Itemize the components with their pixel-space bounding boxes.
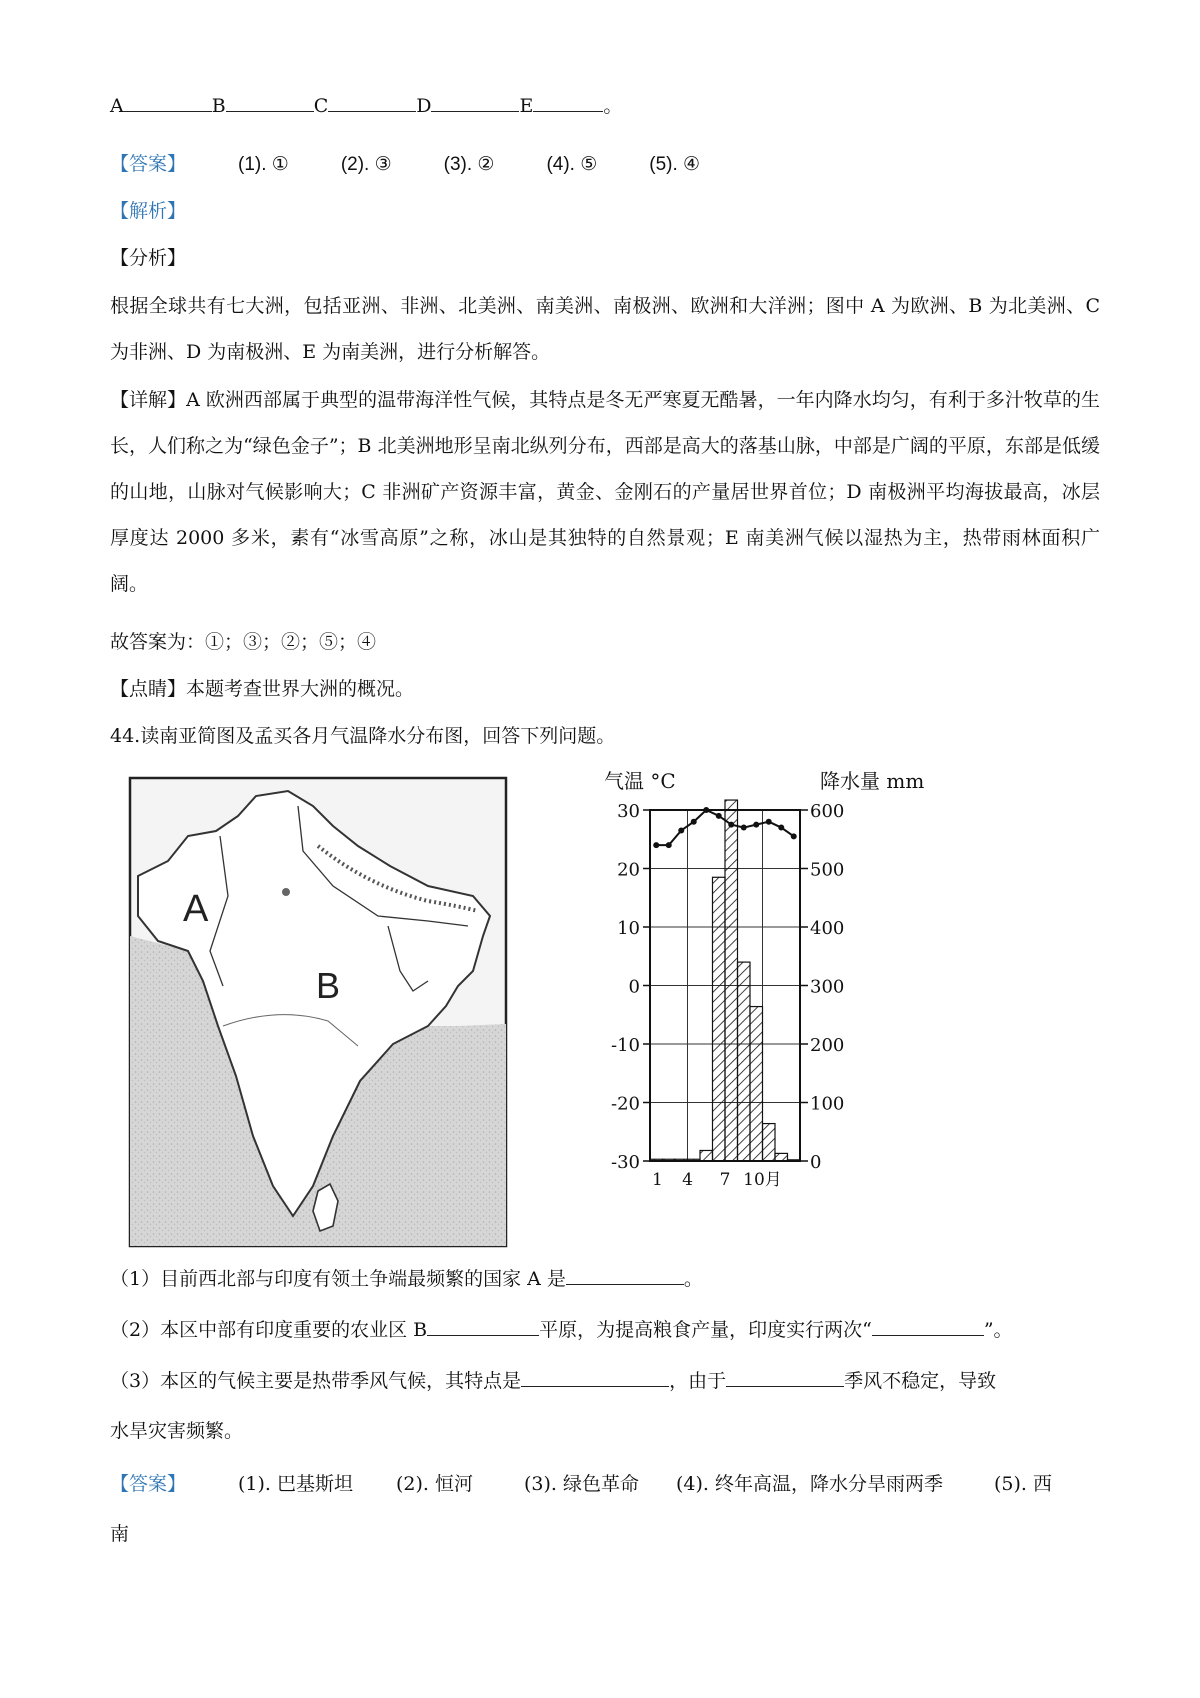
q3-mid: ，由于 — [669, 1370, 727, 1392]
precip-bar — [750, 1007, 763, 1161]
south-asia-map — [128, 776, 508, 1248]
period: 。 — [603, 95, 623, 117]
answer-item: (1). 巴基斯坦 — [238, 1473, 353, 1495]
letter-c: C — [313, 95, 329, 117]
right-tick-label: 500 — [810, 859, 845, 881]
xiangjie-paragraph: 【详解】A 欧洲西部属于典型的温带海洋性气候，其特点是冬无严寒夏无酷暑，一年内降水均匀，有利于多汁牧草的生长，人们称之为“绿色金子”；B 北美洲地形呈南北纵列分布，西部是高大的落基山脉，中部是广阔的平原，东部是低缓的山地，山脉对气候影响大；C 非洲矿产资源丰富，黄金、金刚石的产量居世界首位；D 南极洲平均海拔最高，冰层厚度达 2000 多米，素有“冰雪高原”之称，冰山是其独特的自然景观；E 南美洲气候以湿热为主，热带雨林面积广阔。 — [110, 389, 1100, 595]
blank-c[interactable] — [328, 93, 416, 112]
temp-point — [753, 822, 759, 828]
temp-point — [778, 825, 784, 831]
left-tick-label: 30 — [617, 801, 640, 822]
temp-point — [741, 825, 747, 831]
q3-end: 季风不稳定，导致 — [844, 1370, 997, 1392]
answer-item: (5). 西 — [994, 1473, 1052, 1495]
temp-point — [728, 822, 734, 828]
question-1 — [110, 1265, 1100, 1293]
left-tick-label: -30 — [611, 1152, 640, 1173]
precip-bar — [663, 1159, 676, 1161]
precip-bar — [650, 1159, 663, 1161]
precip-bar — [713, 877, 726, 1161]
temp-point — [766, 819, 772, 825]
answer-item: (4). 终年高温，降水分旱雨两季 — [676, 1473, 943, 1495]
question-44: 44.读南亚简图及孟买各月气温降水分布图，回答下列问题。 — [110, 725, 616, 747]
q2-end: ”。 — [983, 1319, 1013, 1341]
answer-item: (3). 绿色革命 — [524, 1473, 639, 1495]
precip-bar — [763, 1124, 776, 1161]
precip-bar — [700, 1150, 713, 1161]
q2-mid: 平原，为提高粮食产量，印度实行两次“ — [539, 1319, 872, 1341]
right-tick-label: 300 — [810, 976, 845, 998]
left-tick-label: 20 — [617, 859, 640, 881]
month-tick-label: 7 — [719, 1170, 731, 1190]
temp-point — [678, 827, 684, 833]
answer-item: (3). ② — [443, 154, 495, 175]
q2-text: （2）本区中部有印度重要的农业区 B — [110, 1319, 428, 1341]
month-tick-label: 4 — [682, 1170, 693, 1190]
blank-e[interactable] — [533, 93, 603, 112]
blank-d[interactable] — [431, 93, 519, 112]
question-3 — [110, 1367, 1100, 1395]
letter-d: D — [416, 95, 432, 117]
precip-bar — [788, 1160, 801, 1161]
q1-text: （1）目前西北部与印度有领土争端最频繁的国家 A 是 — [110, 1268, 566, 1290]
right-tick-label: 400 — [810, 918, 845, 939]
question-2 — [110, 1316, 1100, 1344]
blank-b[interactable] — [226, 93, 314, 112]
answer-item: (5). ④ — [649, 154, 701, 175]
fenxi-tag: 【分析】 — [110, 247, 187, 269]
temp-point — [666, 842, 672, 848]
q3-blank-1[interactable] — [521, 1368, 669, 1387]
temp-point — [791, 833, 797, 839]
precip-bar — [675, 1159, 688, 1161]
answer-wrap: 南 — [110, 1523, 130, 1545]
left-tick-label: -20 — [611, 1093, 640, 1115]
right-tick-label: 200 — [810, 1035, 845, 1056]
temp-point — [653, 842, 659, 848]
answer-item: (1). ① — [238, 154, 289, 175]
answer-tag: 【答案】 — [110, 153, 187, 175]
precip-bar — [775, 1153, 788, 1161]
temp-point — [691, 819, 697, 825]
climate-chart — [600, 768, 960, 1218]
final-answer: 故答案为：①；③；②；⑤；④ — [110, 631, 377, 653]
letter-e: E — [519, 95, 534, 117]
temp-point — [703, 807, 709, 813]
q2-blank-1[interactable] — [427, 1317, 539, 1336]
plot-area — [611, 800, 844, 1190]
temp-axis-label: 气温 °C — [604, 769, 676, 793]
left-tick-label: 10 — [617, 918, 640, 939]
map-label-a: A — [183, 888, 209, 930]
q2-blank-2[interactable] — [872, 1317, 984, 1336]
letter-a: A — [110, 95, 124, 117]
temp-point — [716, 813, 722, 819]
q1-end: 。 — [683, 1268, 703, 1290]
answer-row-2 — [110, 1470, 1100, 1498]
analysis-tag: 【解析】 — [110, 200, 187, 222]
map-label-b: B — [316, 965, 341, 1006]
answer-item: (2). ③ — [340, 154, 392, 175]
precip-bar — [738, 962, 751, 1161]
precip-bar — [688, 1159, 701, 1161]
q3-blank-2[interactable] — [726, 1368, 844, 1387]
right-tick-label: 100 — [810, 1093, 845, 1115]
precip-bar — [725, 800, 738, 1161]
left-tick-label: 0 — [628, 976, 640, 998]
dianjing: 【点睛】本题考查世界大洲的概况。 — [110, 678, 415, 700]
month-tick-label: 10月 — [743, 1170, 782, 1190]
fill-in-line — [110, 92, 1100, 120]
answer-tag: 【答案】 — [110, 1473, 187, 1495]
capital-dot — [282, 888, 290, 896]
q3-text: （3）本区的气候主要是热带季风气候，其特点是 — [110, 1370, 522, 1392]
month-tick-label: 1 — [652, 1170, 663, 1190]
letter-b: B — [211, 95, 226, 117]
answer-item: (4). ⑤ — [546, 154, 598, 175]
left-tick-label: -10 — [611, 1035, 640, 1056]
q1-blank[interactable] — [566, 1266, 684, 1285]
precip-axis-label: 降水量 mm — [820, 769, 925, 793]
fenxi-paragraph: 根据全球共有七大洲，包括亚洲、非洲、北美洲、南美洲、南极洲、欧洲和大洋洲；图中 A 为欧洲、B 为北美洲、C 为非洲、D 为南极洲、E 为南美洲，进行分析解答。 — [110, 295, 1100, 363]
answer-row-1 — [110, 150, 1100, 179]
question-3-cont: 水旱灾害频繁。 — [110, 1420, 244, 1442]
answer-item: (2). 恒河 — [396, 1473, 473, 1495]
blank-a[interactable] — [124, 93, 212, 112]
right-tick-label: 0 — [810, 1152, 822, 1173]
right-tick-label: 600 — [810, 801, 845, 822]
